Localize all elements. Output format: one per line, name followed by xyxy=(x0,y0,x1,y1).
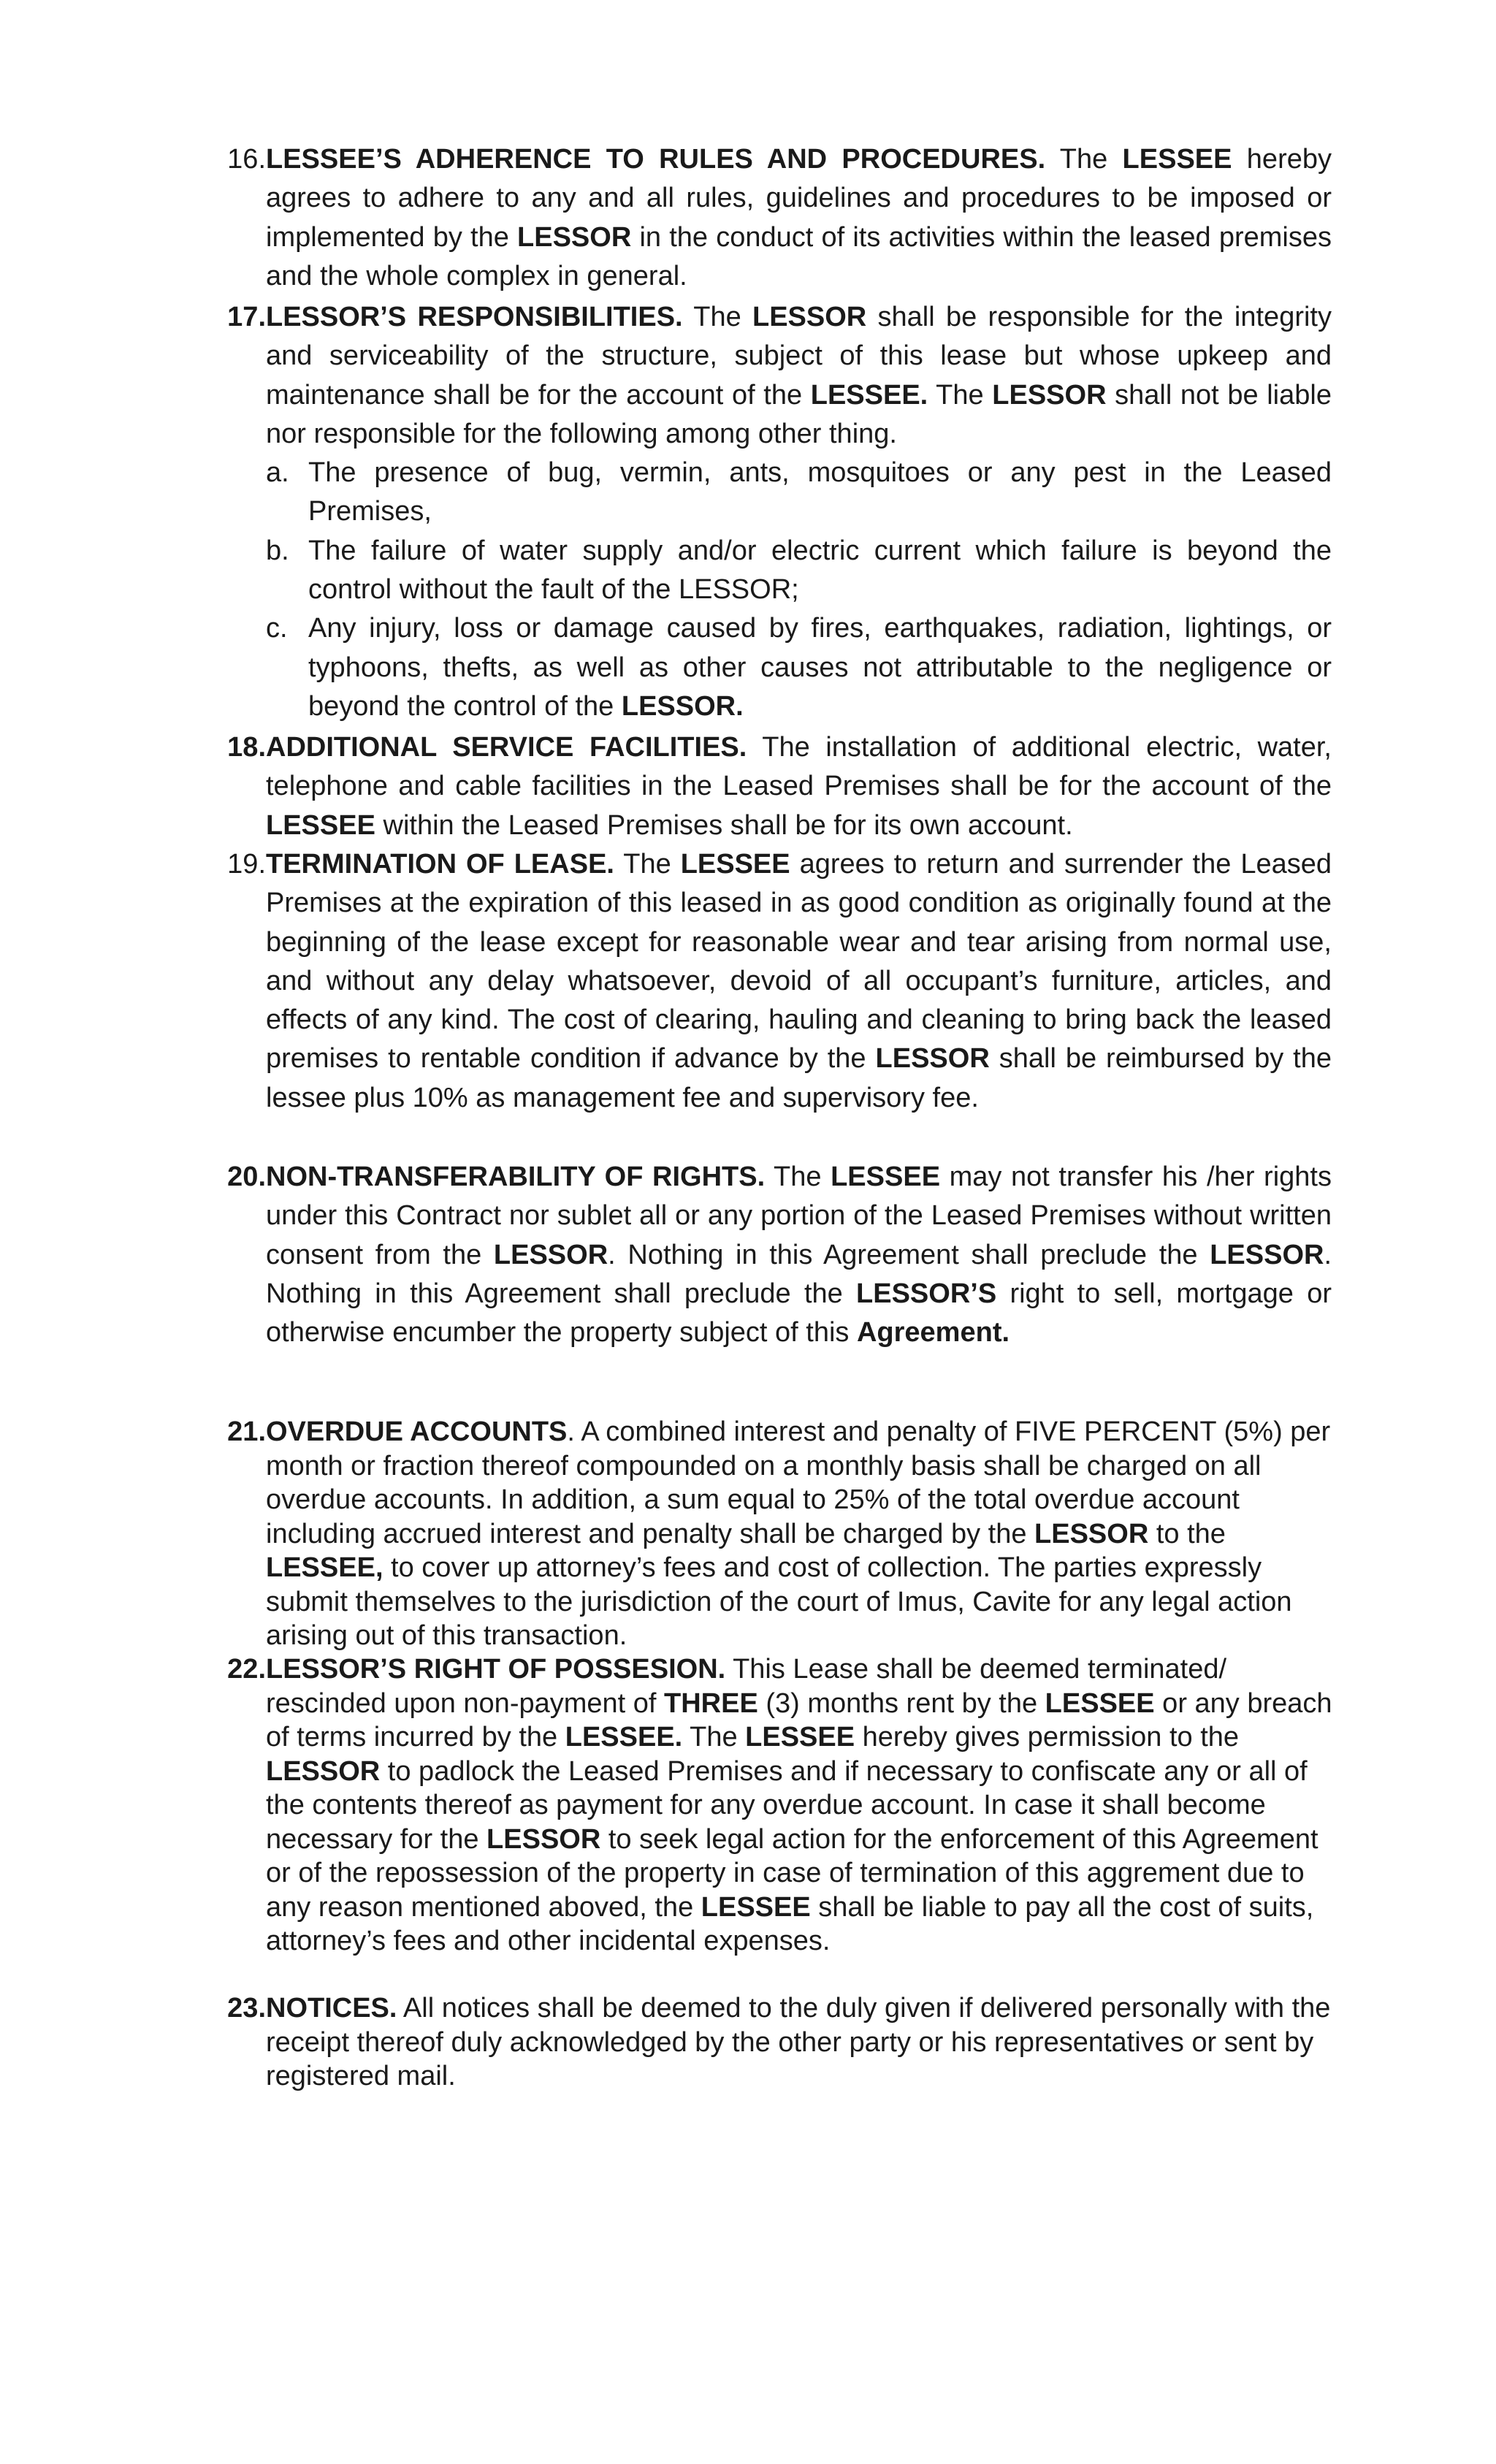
list-item: a. The presence of bug, vermin, ants, mosquitoes or any pest in the Leased Premises, xyxy=(266,454,1332,532)
list-item: b. The failure of water supply and/or electric current which failure is beyond the control without the fault of the LESSOR; xyxy=(266,532,1332,610)
clause-heading: LESSOR’S RIGHT OF POSSESION. xyxy=(266,1654,726,1685)
clause-body: OVERDUE ACCOUNTS. A combined interest and penalty of FIVE PERCENT (5%) per month or fraction thereof compounded on a monthly basis shall be charged on all overdue accounts. In addition, a sum equal to 25% of the total overdue account including accrued interest and penalty shall be charged by the LESSOR to the LESSEE, to cover up attorney’s fees and cost of collection. The parties expressly submit themselves to the jurisdiction of the court of Imus, Cavite for any legal action arising out of this transaction. xyxy=(266,1416,1331,1651)
clause-body: ADDITIONAL SERVICE FACILITIES. The installation of additional electric, water, telephone and cable facilities in the Leased Premises shall be for the account of the LESSEE within the Leased Premises shall be for its own account. xyxy=(266,732,1332,841)
clause-23 xyxy=(210,1991,1332,2094)
clause-heading: ADDITIONAL SERVICE FACILITIES. xyxy=(266,732,747,763)
clause-number: 16. xyxy=(227,144,266,175)
clause-body: NON-TRANSFERABILITY OF RIGHTS. The LESSEE may not transfer his /her rights under this Contract nor sublet all or any portion of the Leased Premises without written consent from the LESSOR. Nothing in this Agreement shall preclude the LESSOR. Nothing in this Agreement shall preclude the LESSOR’S right to sell, mortgage or otherwise encumber the property subject of this Agreement. xyxy=(266,1162,1332,1349)
clause-heading: TERMINATION OF LEASE. xyxy=(266,849,614,880)
clause-21 xyxy=(212,1415,1333,1653)
list-item-letter: a. xyxy=(266,457,289,489)
clause-number: 18. xyxy=(227,732,266,763)
clause-number: 19. xyxy=(227,849,266,880)
clause-19 xyxy=(210,845,1332,1118)
clause-number: 23. xyxy=(227,1993,266,2024)
clause-22 xyxy=(212,1652,1333,1958)
clause-body: NOTICES. All notices shall be deemed to the duly given if delivered personally with the receipt thereof duly acknowledged by the other party or his representatives or sent by registered mail. xyxy=(266,1993,1331,2091)
clause-number: 22. xyxy=(227,1654,266,1685)
clause-body: TERMINATION OF LEASE. The LESSEE agrees to return and surrender the Leased Premises at the expiration of this leased in as good condition as originally found at the beginning of the lease except for reasonable wear and tear arising from normal use, and without any delay whatsoever, devoid of all occupant’s furniture, articles, and effects of any kind. The cost of clearing, hauling and cleaning to bring back the leased premises to rentable condition if advance by the LESSOR shall be reimbursed by the lessee plus 10% as management fee and supervisory fee. xyxy=(266,849,1332,1113)
list-item-letter: b. xyxy=(266,535,289,566)
clause-heading: LESSEE’S ADHERENCE TO RULES AND PROCEDURES. xyxy=(266,144,1046,175)
clause-number: 20. xyxy=(227,1162,266,1192)
clause-18 xyxy=(210,728,1332,845)
clause-body: LESSOR’S RIGHT OF POSSESION. This Lease shall be deemed terminated/ rescinded upon non-payment of THREE (3) months rent by the LESSEE or any breach of terms incurred by the LESSEE. The LESSEE hereby gives permission to the LESSOR to padlock the Leased Premises and if necessary to confiscate any or all of the contents thereof as payment for any overdue account. In case it shall become necessary for the LESSOR to seek legal action for the enforcement of this Agreement or of the repossession of the property in case of termination of this aggrement due to any reason mentioned aboved, the LESSEE shall be liable to pay all the cost of suits, attorney’s fees and other incidental expenses. xyxy=(266,1654,1332,1956)
clause-17 xyxy=(210,298,1332,726)
clause-number: 17. xyxy=(227,302,266,332)
clause-heading: NON-TRANSFERABILITY OF RIGHTS. xyxy=(266,1162,766,1192)
clause-20 xyxy=(210,1158,1332,1352)
clause-heading: LESSOR’S RESPONSIBILITIES. xyxy=(266,302,683,332)
clause-heading: NOTICES. xyxy=(266,1993,397,2024)
clause-number: 21. xyxy=(227,1416,266,1447)
clause-16 xyxy=(210,140,1332,296)
clause-heading: OVERDUE ACCOUNTS xyxy=(266,1416,568,1447)
list-item-letter: c. xyxy=(266,613,288,644)
list-item: c. Any injury, loss or damage caused by fires, earthquakes, radiation, lightings, or typhoons, thefts, as well as other causes not attributable to the negligence or beyond the control of the LESSOR. xyxy=(266,609,1332,726)
clause-body: LESSOR’S RESPONSIBILITIES. The LESSOR shall be responsible for the integrity and serviceability of the structure, subject of this lease but whose upkeep and maintenance shall be for the account of the LESSEE. The LESSOR shall not be liable nor responsible for the following among other thing. xyxy=(266,302,1332,449)
clause-body: LESSEE’S ADHERENCE TO RULES AND PROCEDURES. The LESSEE hereby agrees to adhere to any and all rules, guidelines and procedures to be imposed or implemented by the LESSOR in the conduct of its activities within the leased premises and the whole complex in general. xyxy=(266,144,1332,291)
